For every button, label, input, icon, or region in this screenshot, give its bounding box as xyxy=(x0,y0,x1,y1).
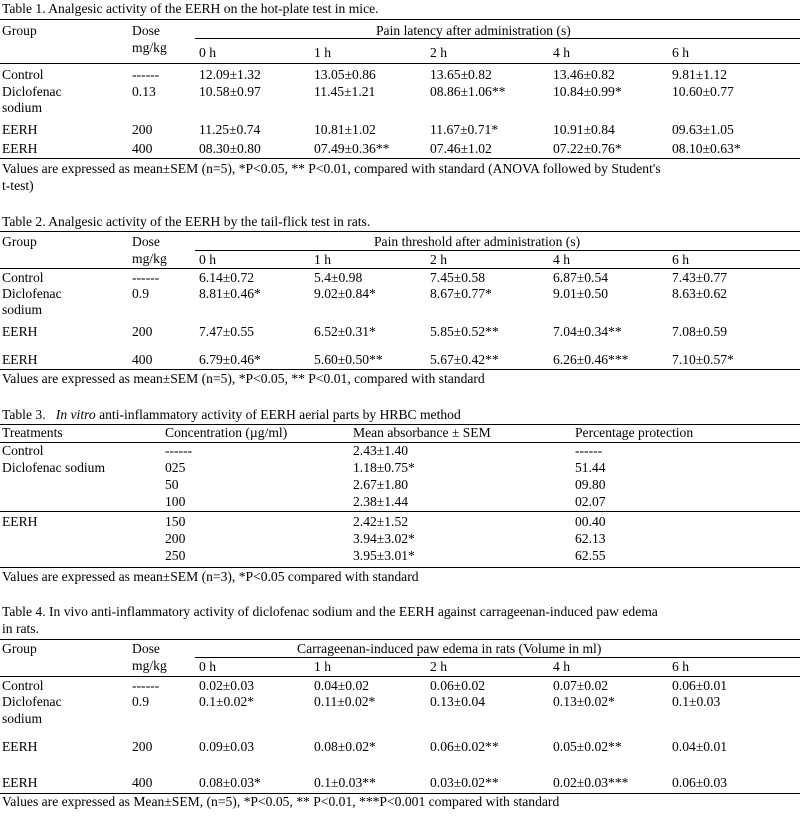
table1-top-rule xyxy=(0,19,800,20)
dose-cell: 400 xyxy=(132,775,153,790)
table1-time: 4 h xyxy=(553,45,570,60)
table1-span-rule xyxy=(195,38,800,39)
value-cell: 6.14±0.72 xyxy=(199,270,255,285)
table3-header: Concentration (µg/ml) xyxy=(165,425,288,440)
table2-span-rule xyxy=(195,250,800,251)
absorbance-cell: 2.42±1.52 xyxy=(353,514,409,529)
value-cell: 0.02±0.03 xyxy=(199,678,255,693)
group-cell: Diclofenac xyxy=(2,286,62,301)
dose-cell: 200 xyxy=(132,324,153,339)
table4-time: 0 h xyxy=(199,659,216,674)
value-cell: 0.1±0.03** xyxy=(314,775,376,790)
value-cell: 0.09±0.03 xyxy=(199,739,255,754)
table1-header-rule xyxy=(0,63,800,64)
group-cell: EERH xyxy=(2,775,38,790)
group-cell: Control xyxy=(2,678,44,693)
absorbance-cell: 2.67±1.80 xyxy=(353,477,409,492)
table2-span-header: Pain threshold after administration (s) xyxy=(374,234,581,249)
value-cell: 5.67±0.42** xyxy=(430,352,499,367)
group-cell-line2: sodium xyxy=(2,711,43,726)
table2-col-dose-2: mg/kg xyxy=(132,251,167,266)
table3-header: Percentage protection xyxy=(575,425,694,440)
table1-time: 2 h xyxy=(430,45,447,60)
table1-time: 1 h xyxy=(314,45,331,60)
value-cell: 0.1±0.02* xyxy=(199,694,255,709)
table1-col-dose-1: Dose xyxy=(132,23,160,38)
value-cell: 0.06±0.03 xyxy=(672,775,728,790)
value-cell: 10.91±0.84 xyxy=(553,122,615,137)
group-cell: Control xyxy=(2,270,44,285)
group-cell: Diclofenac xyxy=(2,84,62,99)
concentration-cell: 200 xyxy=(165,531,186,546)
table4-col-group: Group xyxy=(2,641,37,656)
value-cell: 0.04±0.02 xyxy=(314,678,370,693)
value-cell: 12.09±1.32 xyxy=(199,67,261,82)
value-cell: 6.79±0.46* xyxy=(199,352,261,367)
value-cell: 0.05±0.02** xyxy=(553,739,622,754)
dose-cell: ------ xyxy=(132,67,160,82)
dose-cell: 0.9 xyxy=(132,694,149,709)
absorbance-cell: 3.94±3.02* xyxy=(353,531,415,546)
value-cell: 0.13±0.02* xyxy=(553,694,615,709)
table4-footnote: Values are expressed as Mean±SEM, (n=5), *P<0.05, ** P<0.01, ***P<0.001 compared with standard xyxy=(2,794,560,809)
value-cell: 09.63±1.05 xyxy=(672,122,734,137)
value-cell: 11.67±0.71* xyxy=(430,122,499,137)
table3-bottom-rule xyxy=(0,567,800,568)
table2-time: 1 h xyxy=(314,252,331,267)
concentration-cell: 50 xyxy=(165,477,179,492)
table4-time: 6 h xyxy=(672,659,689,674)
value-cell: 10.84±0.99* xyxy=(553,84,622,99)
table1-col-dose-2: mg/kg xyxy=(132,40,167,55)
value-cell: 9.02±0.84* xyxy=(314,286,376,301)
dose-cell: ------ xyxy=(132,678,160,693)
value-cell: 08.10±0.63* xyxy=(672,141,741,156)
group-cell-line2: sodium xyxy=(2,302,43,317)
concentration-cell: 100 xyxy=(165,494,186,509)
value-cell: 10.58±0.97 xyxy=(199,84,261,99)
value-cell: 07.46±1.02 xyxy=(430,141,492,156)
value-cell: 10.81±1.02 xyxy=(314,122,376,137)
dose-cell: 200 xyxy=(132,739,153,754)
table4-caption-line2: in rats. xyxy=(2,621,39,636)
value-cell: 8.63±0.62 xyxy=(672,286,728,301)
treatment-cell: EERH xyxy=(2,514,38,529)
table4-header-rule xyxy=(0,676,800,677)
concentration-cell: 025 xyxy=(165,460,186,475)
value-cell: 13.05±0.86 xyxy=(314,67,376,82)
table3-caption-prefix: Table 3. xyxy=(2,407,56,422)
value-cell: 08.30±0.80 xyxy=(199,141,261,156)
value-cell: 0.1±0.03 xyxy=(672,694,721,709)
table4-col-dose-2: mg/kg xyxy=(132,658,167,673)
value-cell: 7.08±0.59 xyxy=(672,324,728,339)
table3-caption xyxy=(2,407,461,423)
value-cell: 0.06±0.01 xyxy=(672,678,728,693)
absorbance-cell: 1.18±0.75* xyxy=(353,460,415,475)
value-cell: 11.25±0.74 xyxy=(199,122,261,137)
value-cell: 6.26±0.46*** xyxy=(553,352,629,367)
table4-span-header: Carrageenan-induced paw edema in rats (Volume in ml) xyxy=(297,641,602,656)
protection-cell: 62.13 xyxy=(575,531,606,546)
table2-caption: Table 2. Analgesic activity of the EERH by the tail-flick test in rats. xyxy=(2,214,371,229)
value-cell: 13.46±0.82 xyxy=(553,67,615,82)
table4-top-rule xyxy=(0,639,800,640)
protection-cell: 09.80 xyxy=(575,477,606,492)
value-cell: 0.08±0.03* xyxy=(199,775,261,790)
table4-span-rule xyxy=(195,657,800,658)
table4-col-dose-1: Dose xyxy=(132,641,160,656)
dose-cell: 0.13 xyxy=(132,84,156,99)
value-cell: 7.04±0.34** xyxy=(553,324,622,339)
absorbance-cell: 3.95±3.01* xyxy=(353,548,415,563)
table2-col-group: Group xyxy=(2,234,37,249)
table2-footnote: Values are expressed as mean±SEM (n=5), *P<0.05, ** P<0.01, compared with standard xyxy=(2,371,485,386)
value-cell: 11.45±1.21 xyxy=(314,84,376,99)
dose-cell: 400 xyxy=(132,141,153,156)
group-cell: Control xyxy=(2,67,44,82)
value-cell: 0.11±0.02* xyxy=(314,694,376,709)
dose-cell: ------ xyxy=(132,270,160,285)
table1-span-header: Pain latency after administration (s) xyxy=(376,23,571,38)
table1-footnote-line2: t-test) xyxy=(2,178,34,193)
absorbance-cell: 2.38±1.44 xyxy=(353,494,409,509)
table1-caption: Table 1. Analgesic activity of the EERH on the hot-plate test in mice. xyxy=(2,1,379,16)
table4-time: 4 h xyxy=(553,659,570,674)
value-cell: 0.07±0.02 xyxy=(553,678,609,693)
table1-time: 6 h xyxy=(672,45,689,60)
table4-time: 1 h xyxy=(314,659,331,674)
dose-cell: 0.9 xyxy=(132,286,149,301)
table2-top-rule xyxy=(0,231,800,232)
value-cell: 8.81±0.46* xyxy=(199,286,261,301)
value-cell: 0.04±0.01 xyxy=(672,739,728,754)
value-cell: 6.87±0.54 xyxy=(553,270,609,285)
absorbance-cell: 2.43±1.40 xyxy=(353,443,409,458)
value-cell: 13.65±0.82 xyxy=(430,67,492,82)
group-cell: Diclofenac xyxy=(2,694,62,709)
table3-caption-rest: anti-inflammatory activity of EERH aerial parts by HRBC method xyxy=(95,407,461,422)
table1-time: 0 h xyxy=(199,45,216,60)
value-cell: 8.67±0.77* xyxy=(430,286,492,301)
value-cell: 6.52±0.31* xyxy=(314,324,376,339)
table4-caption: Table 4. In vivo anti-inflammatory activity of diclofenac sodium and the EERH against carrageenan-induced paw edema xyxy=(2,604,658,619)
concentration-cell: ------ xyxy=(165,443,193,458)
concentration-cell: 250 xyxy=(165,548,186,563)
value-cell: 7.47±0.55 xyxy=(199,324,255,339)
table2-time: 4 h xyxy=(553,252,570,267)
table3-group-rule xyxy=(0,511,800,512)
value-cell: 10.60±0.77 xyxy=(672,84,734,99)
table2-header-rule xyxy=(0,268,800,269)
protection-cell: 51.44 xyxy=(575,460,606,475)
value-cell: 0.06±0.02** xyxy=(430,739,499,754)
dose-cell: 200 xyxy=(132,122,153,137)
value-cell: 0.03±0.02** xyxy=(430,775,499,790)
table2-time: 2 h xyxy=(430,252,447,267)
group-cell: EERH xyxy=(2,739,38,754)
table2-bottom-rule xyxy=(0,369,800,370)
protection-cell: 62.55 xyxy=(575,548,606,563)
group-cell: EERH xyxy=(2,122,38,137)
value-cell: 5.60±0.50** xyxy=(314,352,383,367)
treatment-cell: Diclofenac sodium xyxy=(2,460,106,475)
value-cell: 5.4±0.98 xyxy=(314,270,363,285)
group-cell: EERH xyxy=(2,324,38,339)
value-cell: 7.45±0.58 xyxy=(430,270,486,285)
value-cell: 7.10±0.57* xyxy=(672,352,734,367)
table1-col-group: Group xyxy=(2,23,37,38)
protection-cell: 02.07 xyxy=(575,494,606,509)
value-cell: 0.08±0.02* xyxy=(314,739,376,754)
table4-time: 2 h xyxy=(430,659,447,674)
table2-col-dose-1: Dose xyxy=(132,234,160,249)
group-cell-line2: sodium xyxy=(2,100,43,115)
treatment-cell: Control xyxy=(2,443,44,458)
table3-footnote: Values are expressed as mean±SEM (n=3), *P<0.05 compared with standard xyxy=(2,569,419,584)
table3-header: Mean absorbance ± SEM xyxy=(353,425,491,440)
value-cell: 5.85±0.52** xyxy=(430,324,499,339)
table2-time: 0 h xyxy=(199,252,216,267)
table1-bottom-rule xyxy=(0,158,800,159)
concentration-cell: 150 xyxy=(165,514,186,529)
value-cell: 9.01±0.50 xyxy=(553,286,609,301)
group-cell: EERH xyxy=(2,352,38,367)
table2-time: 6 h xyxy=(672,252,689,267)
value-cell: 7.43±0.77 xyxy=(672,270,728,285)
value-cell: 08.86±1.06** xyxy=(430,84,506,99)
value-cell: 9.81±1.12 xyxy=(672,67,728,82)
value-cell: 0.13±0.04 xyxy=(430,694,486,709)
table3-header: Treatments xyxy=(2,425,63,440)
protection-cell: 00.40 xyxy=(575,514,606,529)
dose-cell: 400 xyxy=(132,352,153,367)
value-cell: 07.22±0.76* xyxy=(553,141,622,156)
protection-cell: ------ xyxy=(575,443,603,458)
value-cell: 0.06±0.02 xyxy=(430,678,486,693)
value-cell: 07.49±0.36** xyxy=(314,141,390,156)
value-cell: 0.02±0.03*** xyxy=(553,775,629,790)
group-cell: EERH xyxy=(2,141,38,156)
table3-caption-italic: In vitro xyxy=(55,407,96,422)
table1-footnote: Values are expressed as mean±SEM (n=5), *P<0.05, ** P<0.01, compared with standard (ANOVA followed by Student's xyxy=(2,161,661,176)
